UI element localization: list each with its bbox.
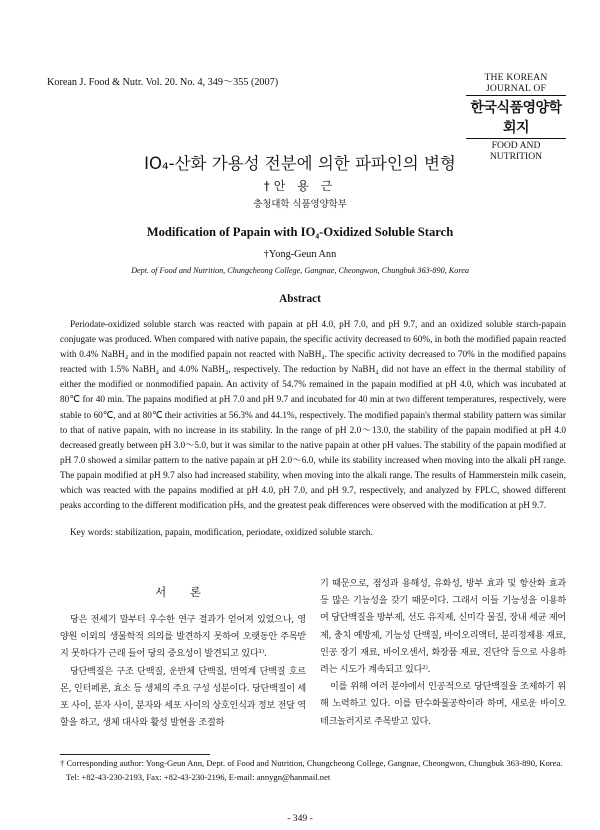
abstract-heading: Abstract bbox=[279, 293, 321, 305]
keywords: Key words: stabilization, papain, modification, periodate, oxidized soluble starch. bbox=[70, 528, 373, 538]
english-title: Modification of Papain with IO₄-Oxidized Soluble Starch bbox=[146, 225, 454, 239]
logo-english-bottom: FOOD AND NUTRITION bbox=[466, 138, 566, 162]
korean-affiliation: 충청대학 식품영양학부 bbox=[253, 199, 347, 210]
intro-paragraph-3: 기 때문으로, 점성과 용해성, 유화성, 방부 효과 및 항산화 효과 등 많은 기능성을 갖기 때문이다. 그래서 이들 기능성을 이용하여 당단백질을 방부제, 선도 유지제, 신미각 물질, 장내 세균 제어제, 충치 예방제, 기능성 단백질, 바이오리액터, 분리정제용 재료, 인공 장기 재료, 바이오센서, 화장품 재료, 진단약 등으로 사용하려는 시도가 계속되고 있다²⁾. bbox=[320, 579, 566, 676]
logo-english-top: THE KOREAN JOURNAL OF bbox=[466, 72, 566, 96]
intro-paragraph-2: 당단백질은 구조 단백질, 운반체 단백질, 면역계 단백질 호르몬, 인터페론, 효소 등 생체의 주요 구성 성분이다. 당단백질이 세포 사이, 분자 사이, 분자와 세포 사이의 상호인식과 정보 전달 역할을 하고, 생체 대사와 활성 발현을 조절하 bbox=[60, 666, 306, 729]
introduction-left-column bbox=[60, 612, 306, 732]
journal-reference: Korean J. Food & Nutr. Vol. 20. No. 4, 349～355 (2007) bbox=[47, 77, 279, 88]
footnote-line-2: Tel: +82-43-230-2193, Fax: +82-43-230-2196, E-mail: annygn@hanmail.net bbox=[66, 771, 331, 782]
journal-logo bbox=[466, 72, 566, 162]
logo-korean: 한국식품영양학회지 bbox=[470, 100, 562, 136]
introduction-heading: 서 론 bbox=[155, 585, 211, 599]
english-author: †Yong-Geun Ann bbox=[263, 249, 337, 260]
intro-paragraph-1: 당은 전세기 말부터 우수한 연구 결과가 얻어져 있었으나, 영양원 이외의 생물학적 의의를 발견하지 못하여 오랫동안 주목받지 못하다가 근래 들어 당의 중요성이 발견되고 있다¹⁾. bbox=[60, 615, 306, 660]
page-number: - 349 - bbox=[287, 813, 313, 824]
korean-author: †안 용 근 bbox=[263, 179, 337, 193]
abstract-text: Periodate-oxidized soluble starch was reacted with papain at pH 4.0, pH 7.0, and pH 9.7, and an oxidized soluble starch-papain conjugate was produced. When compared with native papain, the specific activity decreased to 60%, in both the modified papain reacted with 0.4% NaBH₄ and in the modified papain not reacted with NaBH₄. The specific activity decreased to 70% in the modified papains reacted with 1.5% NaBH₄ and 4.0% NaBH₄, respectively. The reduction by NaBH₄ did not have an effect in the thermal stability of either the modified or nonmodified papain. An activity of 54.7% remained in the papain modified at pH 4.0, which was incubated at 80℃ for 40 min. The papains modified at pH 7.0 and pH 9.7 and incubated for 40 min at two different temperatures, respectively, were stable to 60℃, and at 80℃ their activities at 56.3% and 44.1%, respectively. The modified papain's thermal stability pattern was similar to that of native papain, with no increase in its stability. In the range of pH 2.0～13.0, the stability of the papain modified at pH 4.0 decreased greatly between pH 3.0～5.0, but it was similar to the native papain at other pH values. The stability of the papain modified at pH 7.0 showed a similar pattern to the native papain at pH 2.0～6.0, while its stability increased when moving into the alkali pH range. The papain modified at pH 9.7 also had increased stability, when moving into the alkali range. The results of Hammerstein milk casein, which was reacted with the papains modified at pH 4.0, pH 7.0, and pH 9.7, respectively, and analyzed by FPLC, showed different peaks according to the different modification pHs, and the greatest peak differences were observed with the modification at pH 9.7. bbox=[60, 320, 566, 512]
intro-paragraph-4: 이를 위해 여러 분야에서 인공적으로 당단백질을 조제하기 위해 노력하고 있다. 이를 탄수화물공학이라 하며, 새로운 바이오테크놀러지로 주목받고 있다. bbox=[320, 682, 566, 727]
korean-title: IO₄-산화 가용성 전분에 의한 파파인의 변형 bbox=[144, 154, 456, 173]
introduction-right-column bbox=[320, 576, 566, 731]
footnote-line-1: † Corresponding author: Yong-Geun Ann, Dept. of Food and Nutrition, Chungcheong College, Gangnae, Cheongwon, Chungbuk 363-890, Korea. bbox=[60, 758, 563, 768]
footnote-divider bbox=[60, 754, 210, 755]
english-affiliation: Dept. of Food and Nutrition, Chungcheong College, Gangnae, Cheongwon, Chungbuk 363-890, Korea bbox=[131, 266, 469, 275]
corresponding-author-footnote bbox=[60, 757, 566, 784]
